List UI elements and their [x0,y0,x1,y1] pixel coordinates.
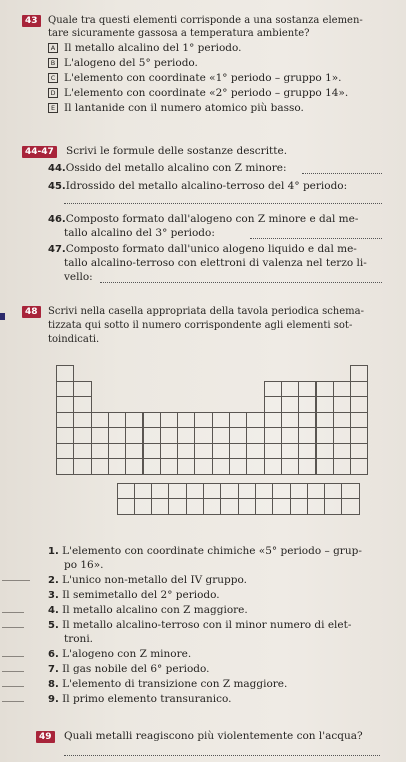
option-a-text: Il metallo alcalino del 1° periodo. [64,42,242,54]
table-cell[interactable] [73,412,91,429]
f-block-cell[interactable] [168,498,186,515]
margin-line-1[interactable] [2,580,30,581]
table-cell[interactable] [281,443,299,460]
table-cell[interactable] [333,443,351,460]
table-cell[interactable] [177,458,195,475]
table-cell[interactable] [91,412,109,429]
table-cell[interactable] [281,458,299,475]
q48-item-2-number: 2. [48,575,59,586]
f-block-cell[interactable] [186,483,204,500]
table-cell[interactable] [264,458,282,475]
table-cell[interactable] [160,427,178,444]
item-45 [48,180,347,193]
item-45-text: Idrossido del metallo alcalino-terroso del 4° periodo: [65,180,348,192]
f-block-cell[interactable] [324,498,342,515]
f-block-cell[interactable] [134,483,152,500]
question-49-prompt: Quali metalli reagiscono più violentemente con l'acqua? [64,730,363,742]
item-47-number: 47. [48,244,66,255]
option-d[interactable] [48,87,348,100]
table-cell[interactable] [108,427,126,444]
f-block-cell[interactable] [220,498,238,515]
table-cell[interactable] [229,412,247,429]
table-cell[interactable] [177,443,195,460]
q48-item-5-text: Il metallo alcalino-terroso con il minor numero di elet- [62,619,352,631]
table-cell[interactable] [298,443,316,460]
table-cell[interactable] [316,396,334,413]
option-letter-b: B [48,58,58,68]
table-cell[interactable] [316,443,334,460]
option-letter-c: C [48,73,58,83]
option-d-text: L'elemento con coordinate «2° periodo – gruppo 14». [64,87,349,99]
table-cell[interactable] [194,458,212,475]
q48-item-7 [48,663,209,676]
item-46 [48,213,358,226]
q48-item-6-number: 6. [48,649,59,660]
margin-line-2[interactable] [2,612,24,613]
q48-item-2 [48,574,247,587]
table-cell[interactable] [212,458,230,475]
f-block-cell[interactable] [255,483,273,500]
table-cell[interactable] [298,412,316,429]
item-47-line2: tallo alcalino-terroso con elettroni di valenza nel terzo li- [64,257,367,269]
table-cell[interactable] [333,427,351,444]
table-cell[interactable] [316,381,334,398]
f-block-cell[interactable] [307,483,325,500]
table-cell[interactable] [264,427,282,444]
table-cell[interactable] [229,427,247,444]
table-cell[interactable] [108,458,126,475]
option-e-text: Il lantanide con il numero atomico più basso. [64,102,304,114]
q48-item-3-text: Il semimetallo del 2° periodo. [62,589,220,601]
table-cell[interactable] [316,412,334,429]
margin-line-7[interactable] [2,701,24,702]
q48-item-2-text: L'unico non-metallo del IV gruppo. [62,574,247,586]
item-44-text: Ossido del metallo alcalino con Z minore: [65,162,287,174]
table-cell[interactable] [108,443,126,460]
table-cell[interactable] [350,458,368,475]
question-44-47-badge: 44-47 [22,146,57,158]
q48-item-4-number: 4. [48,605,59,616]
table-cell[interactable] [56,427,74,444]
item-45-number: 45. [48,181,66,192]
f-block-cell[interactable] [307,498,325,515]
margin-line-4[interactable] [2,656,24,657]
f-block-cell[interactable] [290,483,308,500]
margin-line-5[interactable] [2,671,24,672]
f-block-cell[interactable] [151,483,169,500]
table-cell[interactable] [281,381,299,398]
question-48-badge: 48 [22,306,41,318]
table-cell[interactable] [91,458,109,475]
q48-item-9-number: 9. [48,694,59,705]
option-letter-e: E [48,103,58,113]
table-cell[interactable] [333,396,351,413]
f-block-cell[interactable] [341,483,359,500]
table-cell[interactable] [298,427,316,444]
answer-line-47[interactable] [100,272,382,283]
table-cell[interactable] [264,396,282,413]
q48-item-5-line2: troni. [64,633,94,645]
f-block-cell[interactable] [203,483,221,500]
option-letter-d: D [48,88,58,98]
f-block-cell[interactable] [117,483,135,500]
q48-item-8 [48,678,287,691]
table-cell[interactable] [246,458,264,475]
table-cell[interactable] [281,396,299,413]
question-43-prompt-line2: tare sicuramente gassosa a temperatura ambiente? [48,28,310,39]
table-cell[interactable] [177,412,195,429]
table-cell[interactable] [73,443,91,460]
q48-item-8-number: 8. [48,679,59,690]
table-cell[interactable] [212,412,230,429]
table-cell[interactable] [212,427,230,444]
q48-item-9-text: Il primo elemento transuranico. [62,693,232,705]
table-cell[interactable] [298,381,316,398]
f-block-cell[interactable] [134,498,152,515]
margin-line-3[interactable] [2,627,24,628]
table-cell[interactable] [125,443,143,460]
q48-item-7-text: Il gas nobile del 6° periodo. [62,663,210,675]
f-block-cell[interactable] [117,498,135,515]
table-cell[interactable] [177,427,195,444]
item-46-text: Composto formato dall'alogeno con Z minore e dal me- [65,213,359,225]
answer-line-46[interactable] [250,228,382,239]
q48-item-6-text: L'alogeno con Z minore. [62,648,192,660]
answer-line-45[interactable] [64,193,382,204]
table-cell[interactable] [350,427,368,444]
table-cell[interactable] [56,381,74,398]
table-cell[interactable] [350,381,368,398]
table-cell[interactable] [264,443,282,460]
f-block-cell[interactable] [238,483,256,500]
table-cell[interactable] [281,412,299,429]
item-47-line3: vello: [64,271,93,283]
table-cell[interactable] [143,458,161,475]
table-cell[interactable] [125,412,143,429]
answer-line-49[interactable] [64,745,380,756]
table-cell[interactable] [350,443,368,460]
table-cell[interactable] [56,458,74,475]
item-44-number: 44. [48,163,66,174]
table-cell[interactable] [316,458,334,475]
item-44 [48,162,287,175]
table-cell[interactable] [194,412,212,429]
q48-item-1-number: 1. [48,546,59,557]
option-letter-a: A [48,43,58,53]
table-cell[interactable] [73,396,91,413]
f-block-cell[interactable] [272,498,290,515]
table-cell[interactable] [73,427,91,444]
table-cell[interactable] [229,443,247,460]
table-cell[interactable] [56,443,74,460]
table-cell[interactable] [56,412,74,429]
table-cell[interactable] [194,443,212,460]
table-cell[interactable] [143,427,161,444]
table-cell[interactable] [160,412,178,429]
f-block-cell[interactable] [238,498,256,515]
q48-item-5-number: 5. [48,620,59,631]
table-cell[interactable] [91,443,109,460]
table-cell[interactable] [281,427,299,444]
side-marker [0,313,5,320]
question-48-prompt-line2: tizzata qui sotto il numero corrispondente agli elementi sot- [48,320,353,331]
table-cell[interactable] [264,381,282,398]
table-cell[interactable] [264,412,282,429]
q48-item-1 [48,545,362,558]
f-block-cell[interactable] [272,483,290,500]
item-47-text: Composto formato dall'unico alogeno liquido e dal me- [65,243,357,255]
q48-item-3-number: 3. [48,590,59,601]
table-cell[interactable] [246,427,264,444]
table-cell[interactable] [229,458,247,475]
table-cell[interactable] [73,381,91,398]
question-43-badge: 43 [22,15,41,27]
f-block-cell[interactable] [290,498,308,515]
table-cell[interactable] [333,412,351,429]
table-cell[interactable] [108,412,126,429]
f-block-cell[interactable] [324,483,342,500]
table-cell[interactable] [246,443,264,460]
table-cell[interactable] [333,381,351,398]
table-cell[interactable] [143,412,161,429]
table-cell[interactable] [56,365,74,382]
table-cell[interactable] [298,458,316,475]
table-cell[interactable] [350,365,368,382]
q48-item-6 [48,648,191,661]
table-cell[interactable] [91,427,109,444]
option-c[interactable] [48,72,342,85]
f-block-cell[interactable] [186,498,204,515]
table-cell[interactable] [56,396,74,413]
question-49-badge: 49 [36,731,55,743]
table-cell[interactable] [125,427,143,444]
q48-item-1-text: L'elemento con coordinate chimiche «5° periodo – grup- [62,545,362,557]
option-a[interactable] [48,42,242,55]
table-cell[interactable] [298,396,316,413]
question-44-47-prompt: Scrivi le formule delle sostanze descritte. [66,145,288,157]
q48-item-5 [48,619,351,632]
table-cell[interactable] [143,443,161,460]
option-b-text: L'alogeno del 5° periodo. [64,57,198,69]
margin-line-6[interactable] [2,686,24,687]
option-c-text: L'elemento con coordinate «1° periodo – gruppo 1». [64,72,342,84]
table-cell[interactable] [160,443,178,460]
question-48-prompt-line1: Scrivi nella casella appropriata della tavola periodica schema- [48,306,364,317]
f-block-cell[interactable] [168,483,186,500]
q48-item-1-line2: po 16». [64,559,104,571]
q48-item-8-text: L'elemento di transizione con Z maggiore. [62,678,288,690]
table-cell[interactable] [194,427,212,444]
table-cell[interactable] [125,458,143,475]
question-43-prompt-line1: Quale tra questi elementi corrisponde a una sostanza elemen- [48,15,363,26]
f-block-cell[interactable] [220,483,238,500]
option-e[interactable] [48,102,304,115]
option-b[interactable] [48,57,198,70]
item-46-line2: tallo alcalino del 3° periodo: [64,227,215,239]
table-cell[interactable] [350,396,368,413]
table-cell[interactable] [73,458,91,475]
f-block-cell[interactable] [151,498,169,515]
q48-item-7-number: 7. [48,664,59,675]
table-cell[interactable] [212,443,230,460]
q48-item-4 [48,604,248,617]
item-47 [48,243,357,256]
answer-line-44[interactable] [302,163,382,174]
question-48-prompt-line3: toindicati. [48,334,100,345]
f-block-cell[interactable] [203,498,221,515]
q48-item-9 [48,693,231,706]
table-cell[interactable] [246,412,264,429]
q48-item-4-text: Il metallo alcalino con Z maggiore. [62,604,248,616]
table-cell[interactable] [350,412,368,429]
table-cell[interactable] [316,427,334,444]
q48-item-3 [48,589,220,602]
f-block-cell[interactable] [255,498,273,515]
f-block-cell[interactable] [341,498,359,515]
table-cell[interactable] [333,458,351,475]
item-46-number: 46. [48,214,66,225]
table-cell[interactable] [160,458,178,475]
